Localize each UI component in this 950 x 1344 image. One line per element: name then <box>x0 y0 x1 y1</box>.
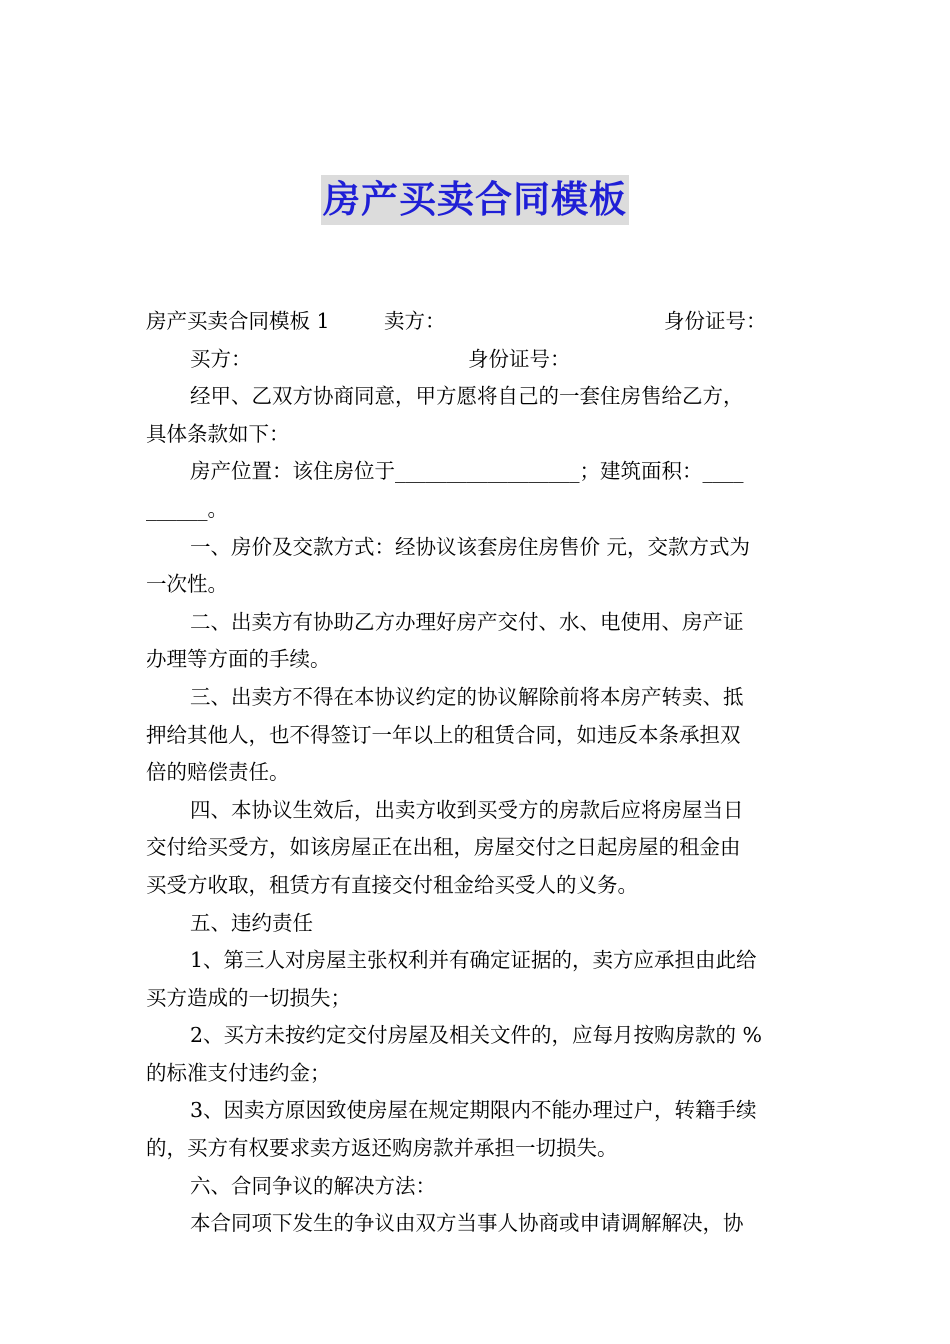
document-title: 房产买卖合同模板 <box>321 175 629 225</box>
party-buyer-row <box>146 341 808 379</box>
paragraph-line: 房产位置：该住房位于__________________；建筑面积：____ <box>190 459 744 484</box>
buyer-id-label: 身份证号： <box>468 346 571 371</box>
seller-label: 卖方： <box>384 309 446 333</box>
paragraph-line: 五、违约责任 <box>190 910 313 935</box>
paragraph-line: 买受方收取，租赁方有直接交付租金给买受人的义务。 <box>146 872 638 897</box>
paragraph-line: 具体条款如下： <box>146 421 290 446</box>
seller-id-label: 身份证号： <box>664 309 767 333</box>
paragraph-line: 2、买方未按约定交付房屋及相关文件的，应每月按购房款的 % <box>190 1023 763 1048</box>
paragraph-line: 买方造成的一切损失； <box>146 985 351 1010</box>
paragraph-line: 交付给买受方，如该房屋正在出租，房屋交付之日起房屋的租金由 <box>146 835 741 860</box>
paragraph-line: 六、合同争议的解决方法： <box>190 1173 436 1198</box>
paragraph-line: 四、本协议生效后，出卖方收到买受方的房款后应将房屋当日 <box>190 797 744 822</box>
paragraph-line: 的，买方有权要求卖方返还购房款并承担一切损失。 <box>146 1136 618 1161</box>
document-body <box>146 303 808 1243</box>
document-label: 房产买卖合同模板 1 <box>146 309 330 333</box>
clause-lines <box>146 378 808 1243</box>
paragraph-line: 本合同项下发生的争议由双方当事人协商或申请调解解决，协 <box>190 1211 744 1236</box>
paragraph-line: 二、出卖方有协助乙方办理好房产交付、水、电使用、房产证 <box>190 609 744 634</box>
party-seller-row <box>146 303 808 341</box>
paragraph-line: 一、房价及交款方式：经协议该套房住房售价 元，交款方式为 <box>190 534 751 559</box>
paragraph-line: 办理等方面的手续。 <box>146 647 331 672</box>
paragraph-line: 倍的赔偿责任。 <box>146 760 290 785</box>
paragraph-line: 三、出卖方不得在本协议约定的协议解除前将本房产转卖、抵 <box>190 684 744 709</box>
paragraph-line: 经甲、乙双方协商同意，甲方愿将自己的一套住房售给乙方， <box>190 384 744 409</box>
paragraph-line: 的标准支付违约金； <box>146 1060 331 1085</box>
title-container <box>0 175 950 225</box>
paragraph-line: 一次性。 <box>146 572 228 597</box>
paragraph-line: 3、因卖方原因致使房屋在规定期限内不能办理过户，转籍手续 <box>190 1098 757 1123</box>
paragraph-line: 押给其他人，也不得签订一年以上的租赁合同，如违反本条承担双 <box>146 722 741 747</box>
buyer-label: 买方： <box>190 346 252 371</box>
paragraph-line: 1、第三人对房屋主张权利并有确定证据的，卖方应承担由此给 <box>190 948 757 973</box>
paragraph-line: ______。 <box>146 496 228 521</box>
